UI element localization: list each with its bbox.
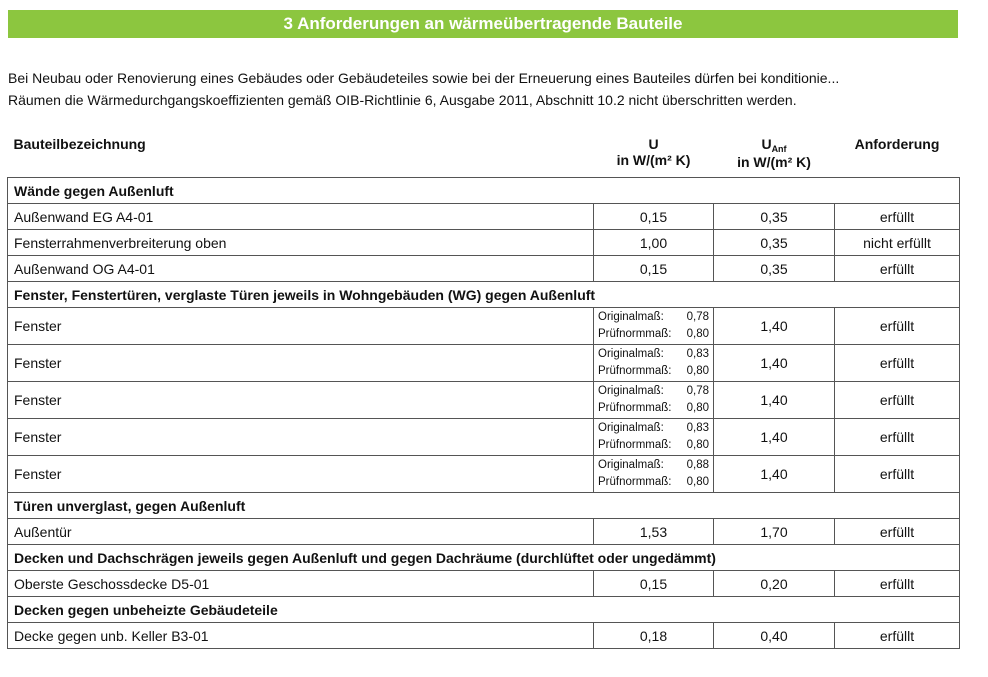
u-anf-value: 0,40 (714, 623, 835, 649)
component-name: Fenster (8, 345, 594, 382)
component-name: Fenster (8, 382, 594, 419)
header-u-anf (714, 133, 835, 178)
pruef-label: Prüfnormmaß: (598, 402, 672, 414)
table-row (8, 345, 960, 382)
table-row (8, 308, 960, 345)
pruef-value: 0,80 (686, 439, 709, 451)
requirement-status: erfüllt (835, 456, 960, 493)
original-label: Originalmaß: (598, 348, 664, 360)
u-value-window (594, 345, 714, 382)
header-u-symbol: U (648, 136, 659, 152)
pruef-label: Prüfnormmaß: (598, 439, 672, 451)
original-value: 0,83 (686, 422, 709, 434)
table-row (8, 256, 960, 282)
table-row (8, 382, 960, 419)
original-value: 0,78 (686, 311, 709, 323)
table-row (8, 204, 960, 230)
u-value-window (594, 419, 714, 456)
pruef-label: Prüfnormmaß: (598, 328, 672, 340)
header-bauteilbezeichnung: Bauteilbezeichnung (8, 133, 594, 178)
u-anf-value: 0,35 (714, 230, 835, 256)
requirement-status: erfüllt (835, 623, 960, 649)
component-name: Außenwand EG A4-01 (8, 204, 594, 230)
table-row (8, 419, 960, 456)
component-name: Außenwand OG A4-01 (8, 256, 594, 282)
u-anf-value: 0,35 (714, 256, 835, 282)
requirement-status: erfüllt (835, 382, 960, 419)
intro-line-2: Räumen die Wärmedurchgangskoeffizienten gemäß OIB-Richtlinie 6, Ausgabe 2011, Abschnitt 10.2 nicht überschritten werden. (8, 92, 797, 108)
component-name: Außentür (8, 519, 594, 545)
pruef-value: 0,80 (686, 328, 709, 340)
pruef-value: 0,80 (686, 476, 709, 488)
header-anforderung: Anforderung (835, 133, 960, 178)
u-value: 0,15 (594, 571, 714, 597)
pruef-value: 0,80 (686, 365, 709, 377)
requirement-status: erfüllt (835, 419, 960, 456)
u-value: 0,15 (594, 256, 714, 282)
original-value: 0,83 (686, 348, 709, 360)
group-title: Türen unverglast, gegen Außenluft (8, 493, 960, 519)
header-u (594, 133, 714, 178)
u-value: 0,18 (594, 623, 714, 649)
header-u-anf-symbol: U (761, 136, 772, 152)
group-header-row (8, 493, 960, 519)
u-anf-value: 0,20 (714, 571, 835, 597)
u-value-window (594, 382, 714, 419)
u-anf-value: 1,40 (714, 308, 835, 345)
component-name: Fenster (8, 419, 594, 456)
requirement-status: erfüllt (835, 308, 960, 345)
u-value: 1,53 (594, 519, 714, 545)
group-header-row (8, 178, 960, 204)
group-header-row (8, 545, 960, 571)
original-value: 0,88 (686, 459, 709, 471)
u-anf-value: 0,35 (714, 204, 835, 230)
group-title: Wände gegen Außenluft (8, 178, 960, 204)
u-anf-value: 1,40 (714, 345, 835, 382)
requirement-status: erfüllt (835, 345, 960, 382)
u-value-window (594, 456, 714, 493)
requirement-status: erfüllt (835, 519, 960, 545)
group-header-row (8, 597, 960, 623)
u-value: 0,15 (594, 204, 714, 230)
component-name: Oberste Geschossdecke D5-01 (8, 571, 594, 597)
header-u-anf-subscript: Anf (771, 144, 787, 154)
u-anf-value: 1,40 (714, 382, 835, 419)
table-header-row (8, 133, 960, 178)
table-row (8, 456, 960, 493)
requirement-status: erfüllt (835, 256, 960, 282)
group-title: Decken gegen unbeheizte Gebäudeteile (8, 597, 960, 623)
group-header-row (8, 282, 960, 308)
table-row (8, 623, 960, 649)
original-label: Originalmaß: (598, 385, 664, 397)
original-value: 0,78 (686, 385, 709, 397)
requirements-table (7, 133, 960, 649)
original-label: Originalmaß: (598, 422, 664, 434)
u-value-window (594, 308, 714, 345)
u-value: 1,00 (594, 230, 714, 256)
component-name: Fenster (8, 456, 594, 493)
component-name: Fenster (8, 308, 594, 345)
requirement-status: nicht erfüllt (835, 230, 960, 256)
original-label: Originalmaß: (598, 311, 664, 323)
pruef-value: 0,80 (686, 402, 709, 414)
table-row (8, 519, 960, 545)
intro-line-1: Bei Neubau oder Renovierung eines Gebäudes oder Gebäudeteiles sowie bei der Erneuerung eines Bauteiles dürfen bei konditionie... (8, 70, 840, 86)
intro-text (8, 67, 970, 111)
group-title: Decken und Dachschrägen jeweils gegen Außenluft und gegen Dachräume (durchlüftet oder ungedämmt) (8, 545, 960, 571)
component-name: Fensterrahmenverbreiterung oben (8, 230, 594, 256)
pruef-label: Prüfnormmaß: (598, 365, 672, 377)
header-u-anf-unit: in W/(m² K) (737, 154, 811, 170)
component-name: Decke gegen unb. Keller B3-01 (8, 623, 594, 649)
u-anf-value: 1,40 (714, 419, 835, 456)
u-anf-value: 1,70 (714, 519, 835, 545)
pruef-label: Prüfnormmaß: (598, 476, 672, 488)
group-title: Fenster, Fenstertüren, verglaste Türen jeweils in Wohngebäuden (WG) gegen Außenluft (8, 282, 960, 308)
table-row (8, 571, 960, 597)
table-row (8, 230, 960, 256)
header-u-unit: in W/(m² K) (616, 152, 691, 168)
original-label: Originalmaß: (598, 459, 664, 471)
u-anf-value: 1,40 (714, 456, 835, 493)
section-title-banner: 3 Anforderungen an wärmeübertragende Bauteile (8, 10, 958, 38)
requirement-status: erfüllt (835, 571, 960, 597)
requirement-status: erfüllt (835, 204, 960, 230)
